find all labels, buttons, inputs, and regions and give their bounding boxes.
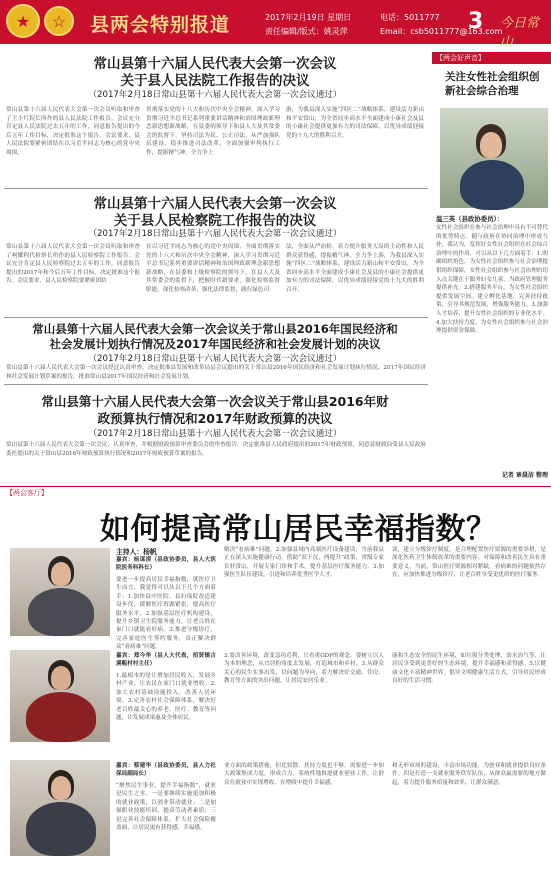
guest3-text: “聚焦民生事业，提升幸福指数”，就业是民生之本。一是要继续实施更加积极的就业政策，以创业带动就业；二是加强职业技能培训，提高劳动者素质；三是完善社会保障体系，扩大社会保险覆盖面，让居民更有获得感、幸福感。 — [116, 783, 216, 832]
article2-col2: 在以习近平同志为核心的党中央周围，全面贯彻落实党的十八大和历次中央全会精神，深入学习贯彻习近平总书记系列重要讲话精神和治国理政新理念新思想新战略，在县委和上级检察院的领导下，在县人大及其常委会的监督下，把握时代新要求，强化检察监督职能，深化检察改革，强化法律监督，践行绿色司 — [146, 244, 280, 293]
article2-col1: 常山县第十六届人民代表大会第一次会议听取和审查了柯耀程代检察长所作的县人民检察院工作报告。会议充分肯定县人民检察院过去五年的工作，同意报告提出的2017年和今后五年工作目标，决定批准这个报告。会议要求，县人民检察院要紧密团结 — [6, 244, 140, 285]
article3-title-line1: 常山县第十六届人民代表大会第一次会议关于常山县2016年国民经济和 — [32, 322, 398, 336]
sidebar-title: 关注女性社会组织创新社会综合治理 — [445, 71, 540, 97]
article2-title-line2: 关于县人民检察院工作报告的决议 — [113, 213, 317, 229]
newspaper-logo: 今日常山 — [500, 16, 540, 50]
divider — [4, 317, 428, 318]
article3-subtitle: （2017年2月18日常山县第十六届人民代表大会第一次会议通过） — [88, 354, 342, 364]
guest2-label: 嘉宾：郑今华（县人大代表，招贤镇古溪畈村村主任） — [116, 653, 216, 668]
article4-body: 常山县第十六届人民代表大会第一次会议，认真审查，并根据财政预算审查委员会的审查报告，决定批准县人民政府提出的2017年财政预算，同意县财政局受县人民政府委托提出的关于常山县2016年财政预算执行情况和2017年财政预算草案的报告。 — [6, 442, 426, 457]
right-col-3: 和无形市场的建设，丰富市场功能，为创业和就业提供良好条件。四是打造一支就业服务铁军队伍，从群众最需要的地方做起，着力提升服务质量和效率，让群众满意。 — [392, 763, 546, 786]
host-name: 主持人：杨帆 — [116, 548, 157, 556]
guest2-photo — [10, 650, 110, 742]
party-emblem-icon: ★ — [6, 4, 40, 38]
article1-title-line2: 关于县人民法院工作报告的决议 — [120, 73, 310, 89]
article4-title-line2: 政预算执行情况和2017年财政预算的决议 — [97, 411, 333, 426]
section-headline: 如何提高常山居民幸福指数？ — [100, 512, 497, 547]
article1-col3: 游，为我县深入实施“四区二”战略体系，建设活力新山和平安常山，为全省同步高水平全面建成小康社会及县的小康社会提供更加有力的司法保障，以优异成绩迎接党的十九大的胜利召开。 — [286, 107, 424, 139]
middle-col-1: 解决“看病难”问题。2.加强县域内高端医疗设备建设，当前我县正在深入实施健康行动，借助“双下沉、两提升”政策，省级专家长驻常山，开展专家门诊和手术，提升基层医疗服务能力。3.加强医生队伍建设，引进和培养优秀医学人才。 — [224, 547, 384, 579]
masthead-phone: 电话：5011777 — [380, 13, 440, 22]
article2-col3: 法，全面从严治检，着力提升服务大局的主动性和人民群众获得感，提振精气神，全力争上游，为我县深入实施“四区二”战略体系，建设活力新山和平安常山，为全省同步高水平全面建成小康社会及县的小康社会提供更加有力的司法保障，以优异成绩迎接党的十九大的胜利召开。 — [286, 244, 424, 293]
sidebar-speaker-photo — [440, 108, 548, 208]
article1-title-line1: 常山县第十六届人民代表大会第一次会议 — [93, 56, 337, 72]
guest3-label: 嘉宾：蔡建华（县政协委员，县人力社保局副局长） — [116, 763, 216, 778]
article3-title-line2: 社会发展计划执行情况及2017年国民经济和社会发展计划的决议 — [49, 337, 381, 351]
middle-col-2: 2.要改善环境，改变急功近利，只看重GDP的观念。要树立以人为本的理念，从宜居的角度去发展，打造城市和乡村。3.从群众关心的民生实事出发，以问题为导向，着力解决好交通、住房、教育等方面的突出问题，让居民安居乐业。 — [224, 653, 384, 685]
edition-title: 县两会特别报道 — [90, 14, 231, 36]
article2-subtitle: （2017年2月18日常山县第十六届人民代表大会第一次会议通过） — [88, 229, 342, 239]
guest1-label: 嘉宾：杨谋清（县政协委员，县人大医院医务科科长） — [116, 557, 216, 572]
divider — [4, 188, 428, 189]
article2-title-line1: 常山县第十六届人民代表大会第一次会议 — [93, 196, 337, 212]
divider — [4, 384, 428, 385]
right-col-2: 康和生态安全的民生环境，如垃圾分类处理、治水治气等，让居民享受到更美好的生态环境，提升幸福感和获得感。5.以健康文化丰富精神世界，倡导文明健康生活方式，引导居民形成良好的生活习惯。 — [392, 653, 546, 685]
masthead-date: 2017年2月19日 星期日 — [265, 13, 352, 22]
page-number: 3 — [468, 9, 484, 34]
middle-col-3: 业方面的政策措施，但比较散，扶持力度也不够。需要进一步加大政策集成力度，形成合力，系统性地推进就业创业工作，让群众在就业中实现增收、在增收中提升幸福感。 — [224, 763, 384, 786]
sidebar-reporter: 记者 章晨洁 整理 — [501, 472, 548, 479]
article3-body: 常山县第十六届人民代表大会第一次会议经过认真审查，决定批准县发展和改革局县会议提出的关于常山县2016年国民经济和社会发展计划执行情况、2017年国民经济和社会发展计划草案的报告，批准常山县2017年国民经济和社会发展计划。 — [6, 365, 426, 380]
section-divider — [0, 486, 551, 487]
sidebar-text: 女性社会组织在参与社会治理中具有不可替代的优势特点。随与政府在协同治理中形成互补，我认为，发挥好女性社会组织在社会综合治理中的作用，可以从以下几方面着手：1.明确组织角色，为女性社会组织参与社会治理提供组织保障。女性社会组织参与社会治理的切入点关键在于服务妇女儿童，为政府管理服务提供补充。2.搭建服务平台，为女性社会组织提供发展空间。建立孵化基地，完善扶持政策，引导其规范发展，增强服务能力。3.加强人才培养，提升女性社会组织的专业化水平。4.加大扶持力度，为女性社会组织参与社会治理提供资金保障。 — [436, 225, 548, 335]
masthead-editors: 责任编辑/版式：姚灵萍 — [265, 27, 348, 36]
guest2-text: 1.最根本的是让增加居民收入，发展乡村产业，让农民在家门口就业增收。2.加大农村基础设施投入，改善人居环境。3.完善农村社会保障体系，解决好老百姓最关心的养老、医疗、教育等问题，让发展成果惠及全体居民。 — [116, 673, 216, 722]
article4-title-line1: 常山县第十六届人民代表大会第一次会议关于常山县2016年财 — [41, 394, 389, 409]
guest3-photo — [10, 760, 110, 856]
guest1-text: 要进一步提高居民幸福指数，就医疗卫生而言，我觉得可以从以下几个方面着手：1.加快县中医院、县妇保院改造建设步伐，缓解医疗资源紧张，提高医疗服务水平。2.加强基层医疗机构建设，提升乡镇卫生院服务能力，让老百姓在家门口就能看好病。3.推进分级诊疗，完善家庭医生签约服务，真正解决群众“看病难”问题。 — [116, 577, 216, 651]
article4-subtitle: （2017年2月18日常山县第十六届人民代表大会第一次会议通过） — [88, 429, 342, 439]
sidebar-tag: 【两会好声音】 — [432, 52, 551, 64]
cppcc-emblem-icon: ☆ — [44, 6, 74, 36]
section-tag: 【两会客厅】 — [6, 489, 48, 497]
article1-col1: 常山县第十六届人民代表大会第一次会议听取和审查了王小红院长所作的县人民法院工作报告。会议充分肯定县人民法院过去五年的工作，同意报告提出的今后五年工作目标，决定批准这个报告。会议要求，县人民法院要紧密团结在以习近平同志为核心的党中央周围， — [6, 107, 140, 156]
right-col-1: 谈，建立分级诊疗制度，是合理配置医疗资源的重要举措，是深化医药卫生体制改革的重要内容。对保障和改善民生具有重要意义。当前，常山医疗资源相对紧缺，看病难的问题依然存在，应加快推进分级诊疗，让老百姓享受更优质的医疗服务。 — [392, 547, 546, 579]
article1-col2: 贯彻落实党的十八大和历次中央全会精神，深入学习贯彻习近平总书记系列重要讲话精神和治国理政新理念新思想新战略，在县委的领导下和县人大及其常委会的监督下，坚持司法为民、公正司法，从严加强队伍建设，稳步推进司法改革，全面加强审判执行工作，提振精气神，全力争上 — [146, 107, 280, 156]
sidebar-speaker: 温三英（县政协委员）： — [436, 215, 504, 223]
masthead-email: Email：csb5011777@163.com — [380, 27, 503, 36]
guest1-photo — [10, 548, 110, 636]
article1-subtitle: （2017年2月18日常山县第十六届人民代表大会第一次会议通过） — [88, 90, 342, 100]
